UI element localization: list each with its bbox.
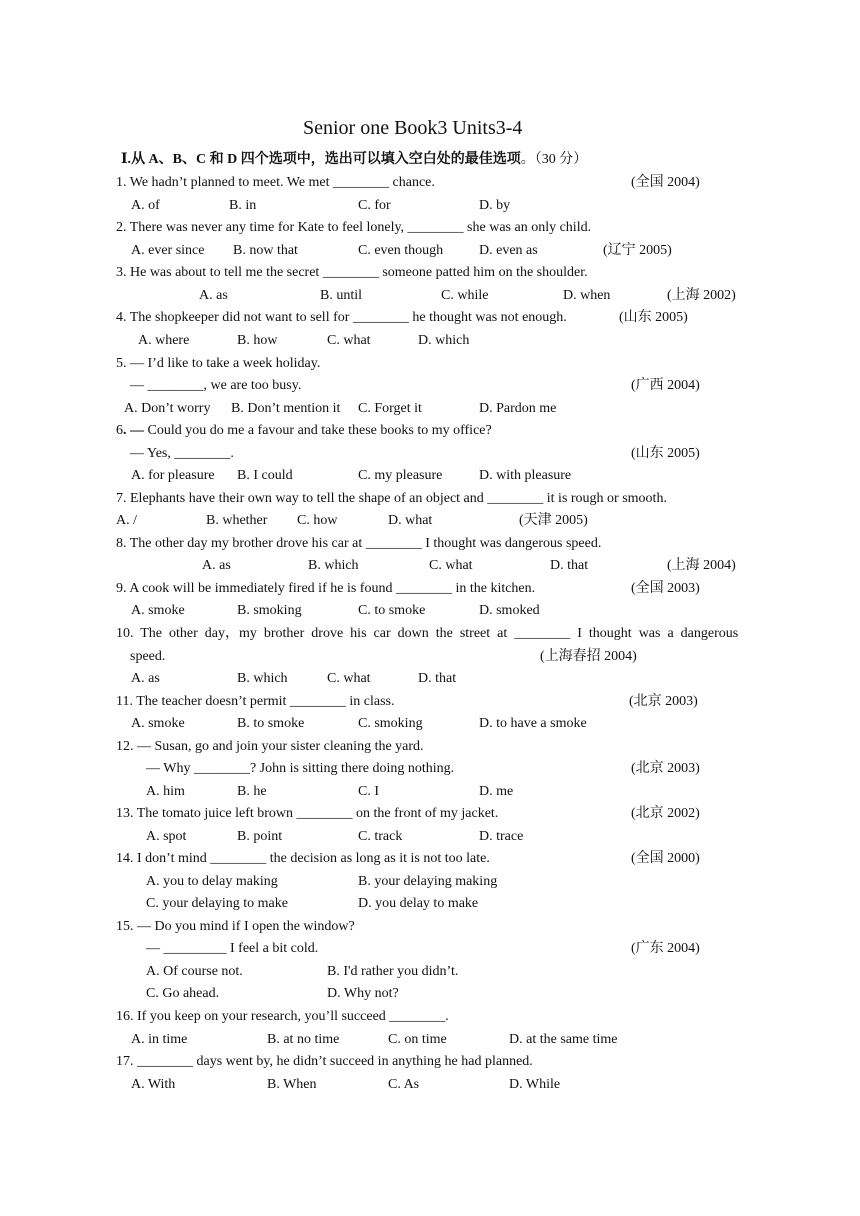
q11-stem: 11. The teacher doesn’t permit ________ in class. <box>116 694 395 709</box>
q16-option-d: D. at the same time <box>509 1032 618 1047</box>
q12-option-a: A. him <box>146 784 185 799</box>
q9-option-b: B. smoking <box>237 603 302 618</box>
q8-source: (上海 2004) <box>667 558 736 573</box>
q2-option-c: C. even though <box>358 243 444 258</box>
q15-option-c: C. Go ahead. <box>146 986 220 1001</box>
q7-option-d: D. what <box>388 513 433 528</box>
q8-option-d: D. that <box>550 558 589 573</box>
q6-number: 6 <box>116 423 123 438</box>
q12-source: (北京 2003) <box>631 761 700 776</box>
q2-source: (辽宁 2005) <box>603 243 672 258</box>
q14-option-c: C. your delaying to make <box>146 896 288 911</box>
q10-option-d: D. that <box>418 671 457 686</box>
q5-option-b: B. Don’t mention it <box>231 401 341 416</box>
q6-option-a: A. for pleasure <box>131 468 215 483</box>
q15-stem: 15. — Do you mind if I open the window? <box>116 919 355 934</box>
q17-option-a: A. With <box>131 1077 176 1092</box>
q6-option-b: B. I could <box>237 468 293 483</box>
q6-reply: — Yes, ________. <box>130 446 234 461</box>
section-heading <box>121 151 587 169</box>
q15-reply: — _________ I feel a bit cold. <box>146 941 319 956</box>
q8-stem: 8. The other day my brother drove his car at ________ I thought was dangerous speed. <box>116 536 602 551</box>
q13-stem: 13. The tomato juice left brown ________ on the front of my jacket. <box>116 806 499 821</box>
q15-option-d: D. Why not? <box>327 986 399 1001</box>
q4-option-b: B. how <box>237 333 278 348</box>
q4-source: (山东 2005) <box>619 310 688 325</box>
q17-option-c: C. As <box>388 1077 420 1092</box>
q12-reply: — Why ________? John is sitting there doing nothing. <box>146 761 455 776</box>
q5-option-d: D. Pardon me <box>479 401 557 416</box>
q12-option-b: B. he <box>237 784 267 799</box>
q9-stem: 9. A cook will be immediately fired if he is found ________ in the kitchen. <box>116 581 536 596</box>
q1-option-b: B. in <box>229 198 257 213</box>
q14-option-a: A. you to delay making <box>146 874 278 889</box>
q3-option-d: D. when <box>563 288 611 303</box>
q10-option-a: A. as <box>131 671 160 686</box>
section-roman: Ⅰ. <box>121 152 132 167</box>
q5-stem: 5. — I’d like to take a week holiday. <box>116 356 321 371</box>
q3-stem: 3. He was about to tell me the secret ________ someone patted him on the shoulder. <box>116 265 588 280</box>
q5-source: (广西 2004) <box>631 378 700 393</box>
q5-option-a: A. Don’t worry <box>124 401 211 416</box>
q8-option-c: C. what <box>429 558 473 573</box>
section-score: 。（30 分） <box>520 152 588 167</box>
q12-option-d: D. me <box>479 784 514 799</box>
q10-option-c: C. what <box>327 671 371 686</box>
q8-option-a: A. as <box>202 558 231 573</box>
q3-source: (上海 2002) <box>667 288 736 303</box>
q7-source: (天津 2005) <box>519 513 588 528</box>
q14-source: (全国 2000) <box>631 851 700 866</box>
q14-option-d: D. you delay to make <box>358 896 479 911</box>
q1-stem: 1. We hadn’t planned to meet. We met ________ chance. <box>116 175 435 190</box>
section-instruction: 从 A、B、C 和 D 四个选项中，选出可以填入空白处的最佳选项 <box>131 152 521 167</box>
q4-stem: 4. The shopkeeper did not want to sell for ________ he thought was not enough. <box>116 310 567 325</box>
q12-stem: 12. — Susan, go and join your sister cleaning the yard. <box>116 739 424 754</box>
q6-option-c: C. my pleasure <box>358 468 443 483</box>
q7-option-b: B. whether <box>206 513 268 528</box>
q7-stem: 7. Elephants have their own way to tell the shape of an object and ________ it is rough or smooth. <box>116 491 667 506</box>
q2-option-b: B. now that <box>233 243 298 258</box>
q4-option-a: A. where <box>138 333 190 348</box>
q16-stem: 16. If you keep on your research, you’ll succeed ________. <box>116 1009 449 1024</box>
q3-option-b: B. until <box>320 288 363 303</box>
q13-source: (北京 2002) <box>631 806 700 821</box>
q6-option-d: D. with pleasure <box>479 468 572 483</box>
q15-option-a: A. Of course not. <box>146 964 243 979</box>
q12-option-c: C. I <box>358 784 379 799</box>
q15-source: (广东 2004) <box>631 941 700 956</box>
q16-option-c: C. on time <box>388 1032 447 1047</box>
q6-dash: . — <box>123 423 144 438</box>
q17-option-d: D. While <box>509 1077 561 1092</box>
q14-stem: 14. I don’t mind ________ the decision as long as it is not too late. <box>116 851 490 866</box>
q16-option-b: B. at no time <box>267 1032 340 1047</box>
q1-option-d: D. by <box>479 198 511 213</box>
q1-source: (全国 2004) <box>631 175 700 190</box>
q6-question: Could you do me a favour and take these books to my office? <box>144 423 492 438</box>
q4-option-c: C. what <box>327 333 371 348</box>
q9-option-a: A. smoke <box>131 603 185 618</box>
q16-option-a: A. in time <box>131 1032 188 1047</box>
q10-option-b: B. which <box>237 671 288 686</box>
q11-option-b: B. to smoke <box>237 716 305 731</box>
q9-option-d: D. smoked <box>479 603 540 618</box>
q17-option-b: B. When <box>267 1077 317 1092</box>
q11-option-a: A. smoke <box>131 716 185 731</box>
q10-stem: 10. The other day，my brother drove his car down the street at ________ I thought was a dangerous <box>116 626 739 641</box>
q6-stem <box>116 422 492 440</box>
q13-option-a: A. spot <box>146 829 187 844</box>
q11-option-d: D. to have a smoke <box>479 716 587 731</box>
q13-option-b: B. point <box>237 829 283 844</box>
q4-option-d: D. which <box>418 333 470 348</box>
q13-option-c: C. track <box>358 829 403 844</box>
q1-option-c: C. for <box>358 198 391 213</box>
q7-option-a: A. / <box>116 513 137 528</box>
q10-source: (上海春招 2004) <box>540 649 637 664</box>
q10-stem-cont: speed. <box>130 649 166 664</box>
q2-option-a: A. ever since <box>131 243 205 258</box>
q11-option-c: C. smoking <box>358 716 423 731</box>
q3-option-a: A. as <box>199 288 228 303</box>
q11-source: (北京 2003) <box>629 694 698 709</box>
q1-option-a: A. of <box>131 198 160 213</box>
q13-option-d: D. trace <box>479 829 524 844</box>
q15-option-b: B. I'd rather you didn’t. <box>327 964 459 979</box>
q17-stem: 17. ________ days went by, he didn’t succeed in anything he had planned. <box>116 1054 533 1069</box>
q8-option-b: B. which <box>308 558 359 573</box>
q3-option-c: C. while <box>441 288 489 303</box>
q14-option-b: B. your delaying making <box>358 874 498 889</box>
q5-reply: — ________, we are too busy. <box>130 378 302 393</box>
q5-option-c: C. Forget it <box>358 401 422 416</box>
page-title: Senior one Book3 Units3-4 <box>303 117 523 139</box>
q6-source: (山东 2005) <box>631 446 700 461</box>
q9-option-c: C. to smoke <box>358 603 426 618</box>
q2-stem: 2. There was never any time for Kate to feel lonely, ________ she was an only child. <box>116 220 592 235</box>
q7-option-c: C. how <box>297 513 338 528</box>
q2-option-d: D. even as <box>479 243 538 258</box>
q9-source: (全国 2003) <box>631 581 700 596</box>
